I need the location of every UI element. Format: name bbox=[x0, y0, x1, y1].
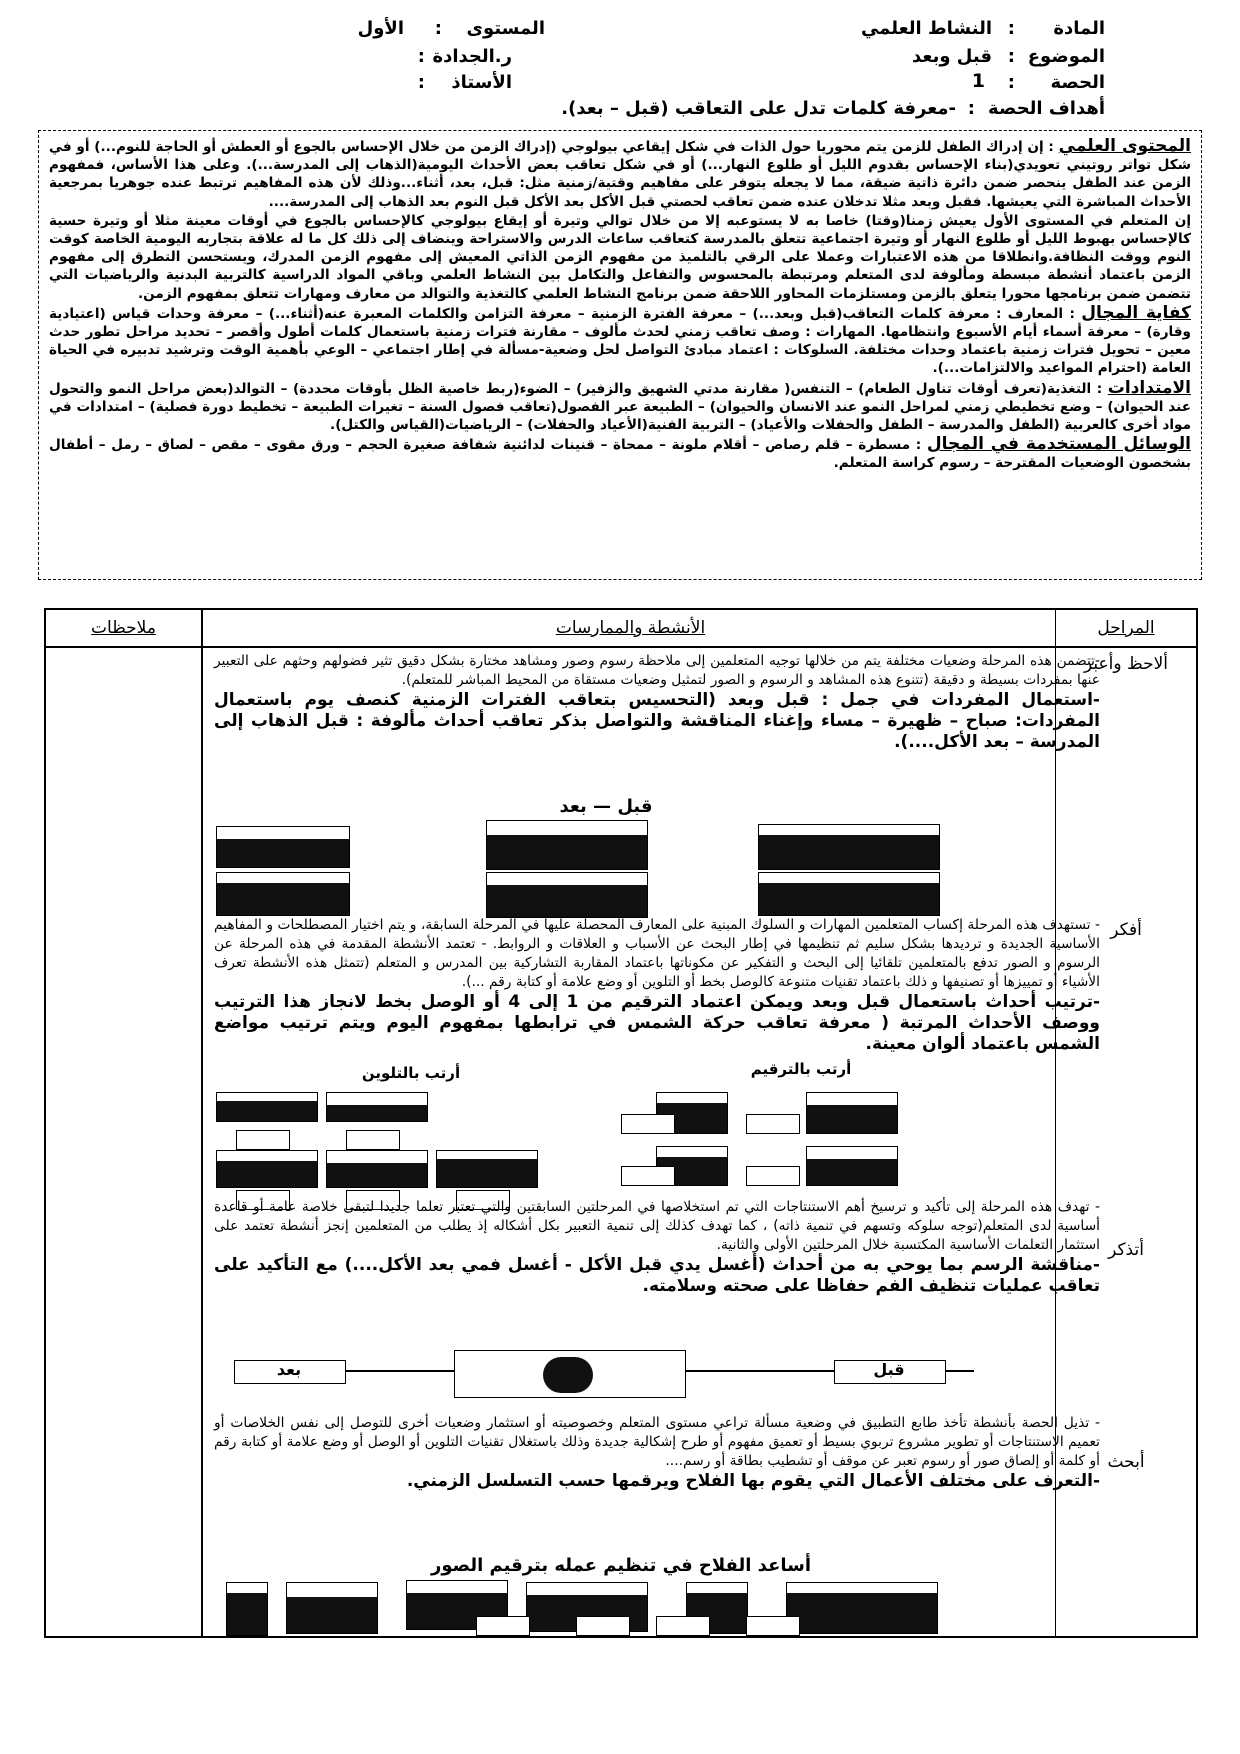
stage2-content bbox=[214, 916, 1100, 1055]
activities-table bbox=[44, 608, 1198, 1638]
stage1-caption: قبل — بعد bbox=[559, 796, 653, 817]
number-box[interactable] bbox=[576, 1616, 630, 1636]
subject-value: النشاط العلمي bbox=[860, 18, 992, 39]
sun-scene-image bbox=[216, 1150, 318, 1188]
number-box[interactable] bbox=[746, 1616, 800, 1636]
farmer-image bbox=[286, 1582, 378, 1634]
farmer-image bbox=[226, 1582, 268, 1636]
topic-sep: : bbox=[1007, 46, 1015, 67]
sun-scene-image bbox=[436, 1150, 538, 1188]
stage3-bold-text: -مناقشة الرسم بما يوحي به من أحداث (أغسل يدي قبل الأكل - أغسل فمي بعد الأكل....) مع التأكيد على تعاقب عمليات تنظيف الفم حفاظا على صحته وسلامته. bbox=[214, 1255, 1100, 1296]
number-box[interactable] bbox=[621, 1114, 675, 1134]
teacher-sep: : bbox=[417, 72, 425, 93]
subject-label: المادة bbox=[1053, 18, 1105, 39]
extensions-text: : التغذية(تعرف أوقات تناول الطعام) – التنفس( مقارنة مدتي الشهيق والزفير) – الضوء(ربط خاصية الظل بأوقات محددة) – التوالد(بعض مراحل النمو والتحول عند الحيوان) – وضع تخطيطي زمني لمراحل النمو عند الانسان والحيوان) – الطبيعة عبر الفصول(تعاقب فصول السنة – تغيرات الطبيعة – تخطيط دورة فصلية) – امتدادات في مواد أخرى كالعربية (الطفل والمدرسة – الطفل والحفلات والأعياد) – التربية الفنية(الأعياد والحفلات) – الرياضيات(القياس والكتل). bbox=[49, 380, 1191, 434]
session-value: 1 bbox=[971, 70, 985, 92]
stage-remember: أتذكر bbox=[1108, 1240, 1144, 1260]
stage2-caption-left: أرتب بالتلوين bbox=[361, 1064, 461, 1082]
stage4-content bbox=[214, 1414, 1100, 1492]
stage-think: أفكر bbox=[1110, 920, 1142, 940]
goals-value: -معرفة كلمات تدل على التعاقب (قبل – بعد). bbox=[561, 98, 956, 119]
competency bbox=[49, 304, 1191, 378]
scene-image bbox=[758, 824, 940, 870]
scientific-content-title: المحتوى العلمي bbox=[1058, 136, 1191, 156]
number-box[interactable] bbox=[236, 1130, 290, 1150]
scientific-content-text: : إن إدراك الطفل للزمن يتم محوريا حول الذات في شكل إيقاعي بيولوجي (إدراك الزمن من خلال الإحساس بالجوع أو العطش أو الحاجة للنوم...) أو في شكل تواتر روتيني تعويدي(بناء الإحساس بقدوم الليل أو طلوع النهار...) أو في شكل تعاقب بعض الأحداث اليومية(الذهاب إلى المدرسة...). وعلى هذا الأساس، فمفهوم الزمن عند الطفل ينحصر ضمن دائرة ذاتية ضيقة، مما لا يجعله يتوفر على مفاهيم وقتية/زمنية مثل: قبل، بعد، أثناء...وذلك لأن هذه المفاهيم ترتبط عنده جوهريا بمرجعية الأحداث المباشرة التي يعيشها. فقبل وبعد مثلا تدخلان عنده ضمن تعاقب لحصتي قبل الأكل بعد الأكل قبل النوم بعد الذهاب إلى المدرسة.... bbox=[49, 139, 1191, 210]
header-activities: الأنشطة والممارسات bbox=[555, 618, 706, 638]
goals-sep: : bbox=[967, 98, 975, 119]
lesson-content-box bbox=[38, 130, 1202, 580]
stage4-bold-text: -التعرف على مختلف الأعمال التي يقوم بها الفلاح ويرقمها حسب التسلسل الزمني. bbox=[406, 1471, 1100, 1491]
child-brushing-image bbox=[454, 1350, 686, 1398]
stage1-content bbox=[214, 652, 1100, 753]
stage1-text: -تتضمن هذه المرحلة وضعيات مختلفة يتم من خلالها توجيه المتعلمين إلى ملاحظة رسوم وصور ومشاهد مختارة بشكل دقيق تثير فضولهم وحثهم على التعبير عنها بمفردات بسيطة و دقيقة (تتنوع هذه المشاهد و الرسوم و الصور لتمثيل وضعيات مستقاة من المحيط المباشر للمتعلم). bbox=[214, 653, 1100, 688]
competency-text: : المعارف : معرفة كلمات التعاقب(قبل وبعد...) – معرفة الفترة الزمنية – معرفة التزامن والكلمات المعبرة عنه(أثناء...) – معرفة وحدات قياس (اعتيادية وقارة) – معرفة أسماء أيام الأسبوع وانتظامها. المهارات : وصف تعاقب زمني لحدث مألوف – مقارنة فترات زمنية باستعمال كلمات أطول وأقصر – تحديد مراحل تطور حدث معين – تحويل فترات زمنية باعتماد وحدات مختلفة. السلوكات : اعتماد مبادئ التواصل لحل وضعية-مسألة في إطار اجتماعي – الوعي بأهمية الوقت وترشيد تدبيره في الحياة العامة (احترام المواعيد والالتزامات...). bbox=[49, 305, 1191, 377]
goals-label: أهداف الحصة bbox=[988, 98, 1105, 119]
session-label: الحصة bbox=[1050, 72, 1105, 93]
header-notes: ملاحظات bbox=[91, 618, 156, 638]
scene-image bbox=[758, 872, 940, 916]
school-label: ر.الجدادة bbox=[432, 46, 512, 67]
scene-image bbox=[486, 820, 648, 870]
farmer-image bbox=[786, 1582, 938, 1634]
child-scene-image bbox=[806, 1092, 898, 1134]
number-box[interactable] bbox=[746, 1166, 800, 1186]
tools-title: الوسائل المستخدمة في المجال bbox=[926, 434, 1192, 455]
level-value: الأول bbox=[357, 18, 404, 39]
extensions bbox=[49, 379, 1191, 435]
stage2-bold-text: -ترتيب أحداث باستعمال قبل وبعد ويمكن اعتماد الترقيم من 1 إلى 4 أو الوصل بخط لانجاز هذا الترتيب ووصف الأحداث المرتبة ( معرفة تعاقب حركة الشمس في ترابطها بمفهوم اليوم ويتم ترتيب مواضع الشمس باعتماد ألوان معينة. bbox=[214, 992, 1101, 1054]
scene-image bbox=[216, 872, 350, 916]
stage2-text: - تستهدف هذه المرحلة إكساب المتعلمين المهارات و السلوك المبنية على المعارف المحصلة عليها في المرحلة السابقة، و يتم اختيار المصطلحات و المفاهيم الأساسية الجديدة و ترديدها بشكل سليم ثم تنظيمها في إطار البحث عن الأسباب و العلاقات و الروابط. - تعتمد الأنشطة المقدمة في هذه المرحلة عن الرسوم و الصور تدفع بالمتعلمين تلقائيا إلى البحث و التفكير عن مكوناتها باعتماد المقاربة التشاركية بين المدرس و المتعلم (تتمثل هذه الأنشطة تعرف الأشياء أو تمييزها أو تصنيفها و ذلك باعتماد تقنيات متنوعة كالوصل بخط أو التلوين أو وضع علامة أو كتابة رقم ...). bbox=[214, 917, 1100, 990]
scene-image bbox=[486, 872, 648, 918]
level-label: المستوى bbox=[466, 18, 545, 39]
topic-label: الموضوع bbox=[1027, 46, 1105, 67]
subject-sep: : bbox=[1007, 18, 1015, 39]
stage-research: أبحث bbox=[1107, 1452, 1145, 1472]
tools-text: : مسطرة – قلم رصاص – أقلام ملونة – ممحاة – قنينات لدائنية شفافة صغيرة الحجم – ورق مقوى – مقص – لصاق – رمل – أطفال بشخصون الوضعيات المقترحة – رسوم كراسة المتعلم. bbox=[49, 437, 1191, 472]
extensions-title: الامتدادات bbox=[1107, 377, 1192, 398]
stage-observe: ألاحظ وأعبر bbox=[1083, 654, 1169, 674]
header-stages: المراحل bbox=[1097, 618, 1155, 638]
number-box[interactable] bbox=[346, 1130, 400, 1150]
number-box[interactable] bbox=[656, 1616, 710, 1636]
after-label: بعد bbox=[276, 1360, 302, 1379]
before-label: قبل bbox=[873, 1360, 905, 1379]
topic-value: قبل وبعد bbox=[912, 46, 992, 67]
number-box[interactable] bbox=[621, 1166, 675, 1186]
session-sep: : bbox=[1007, 72, 1015, 93]
stage2-caption-right: أرتب بالترقيم bbox=[750, 1060, 852, 1078]
scene-image bbox=[216, 826, 350, 868]
tools bbox=[49, 435, 1191, 472]
number-box[interactable] bbox=[476, 1616, 530, 1636]
number-box[interactable] bbox=[746, 1114, 800, 1134]
scientific-content-2: إن المتعلم في المستوى الأول يعيش زمنا(وقتا) خاصا به لا يستوعبه إلا من خلال توالي وتيرة أو إيقاع بيولوجي كالإحساس بالجوع في أوقات معينة مثلا أو وتيرة حسية كالإحساس بهبوط الليل أو طلوع النهار أو وتيرة اجتماعية تتعلق بالمدرسة كتعاقب ساعات الدرس والاستراحة وينضاف إلى ذلك كل ما له علاقة بتجاربه اليومية الخاصة كوقت النوم ووقت النظافة.وانطلاقا من هذه الاعتبارات وعملا على الرقي بالتلميذ من مفهوم الزمن الذاتي المعيش إلى مفهوم الزمن المدرك، ويستحسن التطرق إلى مفهوم الزمن باعتماد أنشطة مبسطة ومألوفة لدى المتعلم ومرتبطة بالمحسوس والتفاعل والتكامل بين النشاط العلمي وباقي المواد الدراسية كالتربية البدنية والرياضيات التي تتضمن ضمن برنامجها محورا يتعلق بالزمن ومستلزمات المحاور اللاحقة ضمن برنامج النشاط العلمي كالتغذية والتوالد من معارف ومهارات تتعلق بمفهوم الزمن. bbox=[49, 212, 1191, 302]
sun-scene-image bbox=[216, 1092, 318, 1122]
scientific-content bbox=[49, 137, 1191, 211]
stage1-bold-text: -استعمال المفردات في جمل : قبل وبعد (التحسيس بتعاقب الفترات الزمنية كنصف يوم باستعمال المفردات: صباح – ظهيرة – مساء وإغناء المناقشة والتواصل بذكر تعاقب أحداث مألوفة : قبل الذهاب إلى المدرسة – بعد الأكل....). bbox=[214, 690, 1100, 752]
stage4-text: - تذيل الحصة بأنشطة تأخذ طابع التطبيق في وضعية مسألة تراعي مستوى المتعلم وخصوصيته أو استثمار وضعيات أخرى للتوصل إلى نفس الخلاصات أو تعميم الاستنتاجات أو تطوير مشروع تربوي بسيط أو تعميق مفهوم أو طرح إشكالية جديدة وذلك باستغلال تقنيات التلوين أو الوصل أو وضع علامة أو كتابة رقم أو كلمة أو إلصاق صور أو رسوم تعبر عن موقف أو تشطيب بطاقة أو رسم.... bbox=[214, 1415, 1100, 1469]
sun-scene-image bbox=[326, 1092, 428, 1122]
teacher-label: الأستاذ bbox=[451, 72, 512, 93]
sun-scene-image bbox=[326, 1150, 428, 1188]
stage3-content bbox=[214, 1198, 1100, 1297]
stage3-text: - تهدف هذه المرحلة إلى تأكيد و ترسيخ أهم الاستنتاجات التي تم استخلاصها في المرحلتين السابقتين والتي تعتبر تعلما جديدا لتبقى خلاصة عامة أو قاعدة أساسية لدى المتعلم(توجه سلوكه وتسهم في تنمية ذاته) ، كما تهدف كذلك إلى تنمية التعبير بكل أشكاله إذ يطلب من المتعلمين إنجز أنشطة تعتمد على استثمار التعلمات الأساسية المكتسبة خلال المرحلتين الأولى والثانية. bbox=[214, 1199, 1100, 1253]
header-divider bbox=[46, 646, 1196, 648]
stage4-caption: أساعد الفلاح في تنظيم عمله بترقيم الصور bbox=[430, 1555, 812, 1576]
school-sep: : bbox=[417, 46, 425, 67]
level-sep: : bbox=[434, 18, 442, 39]
col-divider-left bbox=[201, 610, 203, 1636]
child-scene-image bbox=[806, 1146, 898, 1186]
competency-title: كفاية المجال bbox=[1081, 302, 1192, 323]
